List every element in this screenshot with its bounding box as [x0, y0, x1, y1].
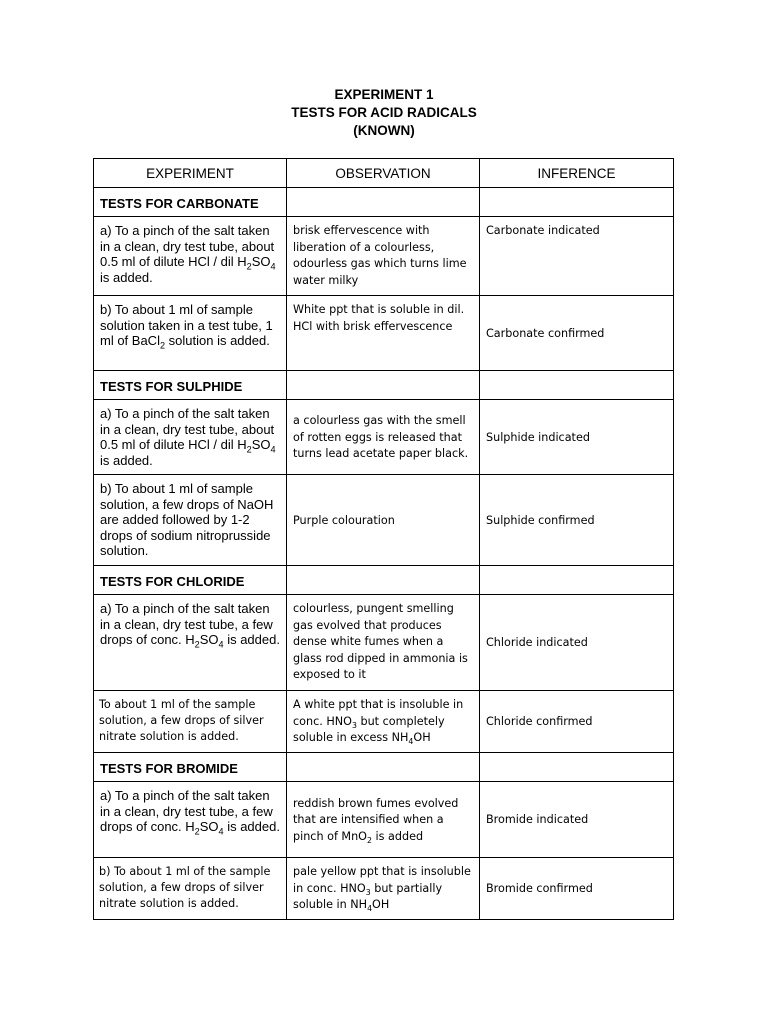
empty-cell	[287, 753, 480, 782]
page-title: EXPERIMENT 1	[334, 87, 434, 102]
page-subtitle-known: (KNOWN)	[353, 123, 415, 138]
experiment-cell: a) To a pinch of the salt taken in a clean, dry test tube, a few drops of conc. $H_2SO_4$ is added.	[94, 782, 287, 858]
header-observation: OBSERVATION	[287, 159, 480, 188]
section-row-carbonate	[94, 188, 674, 217]
experiment-cell: a) To a pinch of the salt taken in a clean, dry test tube, a few drops of conc. $H_2SO_4$ is added.	[94, 595, 287, 691]
observation-cell: pale yellow ppt that is insoluble in conc. $HNO_3$ but partially soluble in $NH_4OH$	[287, 858, 480, 920]
section-row-bromide	[94, 753, 674, 782]
acid-radicals-table	[93, 158, 674, 920]
section-row-chloride	[94, 566, 674, 595]
experiment-cell: b) To about 1 ml of sample solution taken in a test tube, 1 ml of BaCl$_2$ solution is added.	[94, 296, 287, 371]
page-subtitle: TESTS FOR ACID RADICALS	[291, 105, 477, 120]
table-row	[94, 400, 674, 475]
empty-cell	[480, 753, 674, 782]
table-row	[94, 217, 674, 296]
empty-cell	[287, 188, 480, 217]
experiment-cell: a) To a pinch of the salt taken in a clean, dry test tube, about 0.5 ml of dilute HCl / dil $H_2SO_4$ is added.	[94, 217, 287, 296]
experiment-cell: To about 1 ml of the sample solution, a few drops of silver nitrate solution is added.	[94, 691, 287, 753]
inference-cell: Chloride confirmed	[480, 691, 674, 753]
table-header-row	[94, 159, 674, 188]
table-row	[94, 296, 674, 371]
inference-cell: Sulphide indicated	[480, 400, 674, 475]
table-row	[94, 595, 674, 691]
empty-cell	[480, 566, 674, 595]
empty-cell	[480, 188, 674, 217]
inference-cell: Carbonate indicated	[480, 217, 674, 296]
table-row	[94, 691, 674, 753]
observation-cell: colourless, pungent smelling gas evolved that produces dense white fumes when a glass rod dipped in ammonia is exposed to it	[287, 595, 480, 691]
observation-cell: White ppt that is soluble in dil. HCl with brisk effervescence	[287, 296, 480, 371]
section-title-carbonate: TESTS FOR CARBONATE	[94, 188, 287, 217]
header-inference: INFERENCE	[480, 159, 674, 188]
inference-cell: Sulphide confirmed	[480, 475, 674, 566]
table-row	[94, 858, 674, 920]
inference-cell: Bromide indicated	[480, 782, 674, 858]
inference-cell: Chloride indicated	[480, 595, 674, 691]
table-row	[94, 782, 674, 858]
observation-cell: Purple colouration	[287, 475, 480, 566]
experiment-cell: a) To a pinch of the salt taken in a clean, dry test tube, about 0.5 ml of dilute HCl / dil $H_2SO_4$ is added.	[94, 400, 287, 475]
empty-cell	[287, 371, 480, 400]
table-row	[94, 475, 674, 566]
empty-cell	[480, 371, 674, 400]
empty-cell	[287, 566, 480, 595]
section-title-bromide: TESTS FOR BROMIDE	[94, 753, 287, 782]
header-experiment: EXPERIMENT	[94, 159, 287, 188]
observation-cell: A white ppt that is insoluble in conc. $HNO_3$ but completely soluble in excess $NH_4OH$	[287, 691, 480, 753]
experiment-cell: b) To about 1 ml of sample solution, a few drops of NaOH are added followed by 1-2 drops of sodium nitroprusside solution.	[94, 475, 287, 566]
observation-cell: reddish brown fumes evolved that are intensified when a pinch of MnO$_2$ is added	[287, 782, 480, 858]
observation-cell: a colourless gas with the smell of rotten eggs is released that turns lead acetate paper black.	[287, 400, 480, 475]
section-title-chloride: TESTS FOR CHLORIDE	[94, 566, 287, 595]
section-row-sulphide	[94, 371, 674, 400]
observation-cell: brisk effervescence with liberation of a colourless, odourless gas which turns lime water milky	[287, 217, 480, 296]
inference-cell: Carbonate confirmed	[480, 296, 674, 371]
section-title-sulphide: TESTS FOR SULPHIDE	[94, 371, 287, 400]
experiment-cell: b) To about 1 ml of the sample solution, a few drops of silver nitrate solution is added.	[94, 858, 287, 920]
page-title-block	[0, 86, 768, 140]
inference-cell: Bromide confirmed	[480, 858, 674, 920]
